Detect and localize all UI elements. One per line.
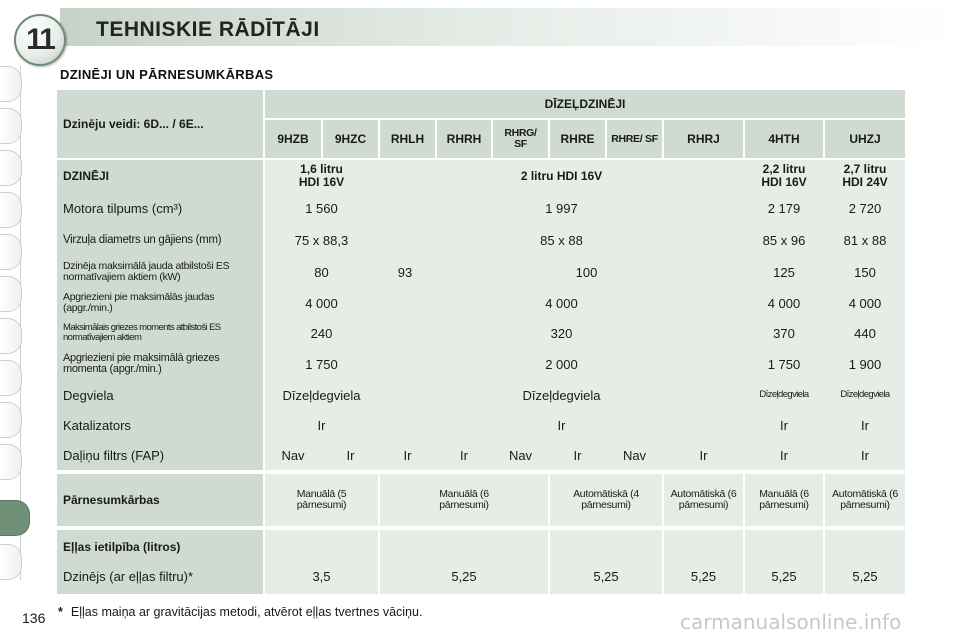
rpm-max-power-value: 4 000: [545, 295, 578, 311]
footnote-text: Eļļas maiņa ar gravitācijas metodi, atvērot eļļas tvertnes vāciņu.: [70, 605, 423, 619]
catalyst-value: Ir: [317, 417, 326, 433]
code-header: RHRE/ SF: [611, 132, 658, 145]
bore-stroke-label: Virzuļa diametrs un gājiens (mm): [63, 233, 222, 246]
gearbox-value: Automātiskā (4 pārnesumi): [573, 488, 639, 511]
catalyst-value: Ir: [861, 417, 869, 433]
max-power-value: 150: [854, 264, 876, 280]
rpm-max-power-value: 4 000: [767, 295, 801, 311]
code-header: 4HTH: [768, 132, 800, 146]
chapter-tab-1[interactable]: [0, 66, 22, 102]
footnote: [58, 605, 422, 619]
engine-spec-table: [57, 88, 905, 596]
section-title: DZINĒJI UN PĀRNESUMKĀRBAS: [60, 67, 274, 82]
bore-stroke-value: 81 x 88: [843, 232, 887, 248]
chapter-tab-8[interactable]: [0, 360, 22, 396]
chapter-number-badge: 11: [14, 14, 66, 66]
oil-value: 5,25: [451, 568, 477, 584]
oil-value: 5,25: [593, 568, 619, 584]
displacement-value: 1 560: [305, 200, 338, 216]
rpm-max-torque-value: 1 900: [848, 356, 882, 372]
chapter-tab-4[interactable]: [0, 192, 22, 228]
fap-value: Ir: [780, 447, 788, 463]
rpm-max-torque-value: 1 750: [767, 356, 801, 372]
rpm-max-torque-value: 1 750: [305, 356, 338, 372]
code-header: RHRE: [560, 132, 595, 146]
fuel-value: Dīzeļdegviela: [522, 387, 601, 403]
page-title: TEHNISKIE RĀDĪTĀJI: [96, 18, 320, 41]
bore-stroke-value: 85 x 88: [540, 232, 583, 248]
engine-2-2: 2,2 litru HDI 16V: [761, 162, 807, 189]
chapter-tab-9[interactable]: [0, 402, 22, 438]
oil-engine-label: Dzinējs (ar eļļas filtru)*: [63, 568, 194, 584]
gearbox-value: Automātiskā (6 pārnesumi): [832, 488, 898, 511]
fuel-value: Dīzeļdegviela: [282, 387, 361, 403]
displacement-label: Motora tilpums (cm³): [63, 200, 183, 216]
chapter-tab-12[interactable]: [0, 544, 22, 580]
engine-1-6: 1,6 litru HDI 16V: [298, 162, 345, 189]
page-number: 136: [22, 610, 46, 626]
max-torque-value: 440: [854, 325, 876, 341]
oil-value: 5,25: [771, 568, 797, 584]
chapter-tab-3[interactable]: [0, 150, 22, 186]
fap-value: Ir: [346, 447, 355, 463]
watermark: carmanualsonline.info: [680, 610, 902, 634]
engines-label: DZINĒJI: [63, 169, 110, 183]
bore-stroke-value: 85 x 96: [762, 232, 806, 248]
engine-2-7: 2,7 litru HDI 24V: [842, 162, 888, 189]
chapter-tab-6[interactable]: [0, 276, 22, 312]
chapter-tab-5[interactable]: [0, 234, 22, 270]
rpm-max-torque-label: Apgriezieni pie maksimālā griezes momenta (apgr./min.): [63, 352, 220, 375]
max-torque-value: 240: [310, 325, 333, 341]
fap-value: Ir: [403, 447, 412, 463]
gearbox-value: Manuālā (5 pārnesumi): [296, 488, 347, 511]
gearbox-value: Manuālā (6 pārnesumi): [759, 488, 809, 511]
oil-value: 5,25: [690, 568, 717, 584]
fap-value: Ir: [699, 447, 708, 463]
oil-capacity-label: Eļļas ietilpība (litros): [63, 540, 181, 554]
oil-value: 5,25: [852, 568, 878, 584]
gearbox-value: Automātiskā (6 pārnesumi): [670, 488, 737, 511]
chapter-tab-10[interactable]: [0, 444, 22, 480]
displacement-value: 2 179: [767, 200, 801, 216]
rpm-max-torque-value: 2 000: [545, 356, 578, 372]
gearbox-label: Pārnesumkārbas: [63, 493, 160, 507]
diesel-engines-header: DĪZEĻDZINĒJI: [544, 97, 626, 111]
displacement-value: 1 997: [545, 200, 578, 216]
fuel-label: Degviela: [63, 387, 114, 403]
bore-stroke-value: 75 x 88,3: [294, 232, 349, 248]
oil-value: 3,5: [312, 568, 331, 584]
code-header: RHRJ: [687, 132, 720, 146]
code-header: RHRG/ SF: [504, 127, 537, 150]
gearbox-value: Manuālā (6 pārnesumi): [439, 488, 489, 511]
engine-types-label: Dzinēju veidi: 6D... / 6E...: [63, 117, 204, 131]
chapter-tab-7[interactable]: [0, 318, 22, 354]
particle-filter-label: Daļiņu filtrs (FAP): [63, 447, 165, 463]
code-header: 9HZB: [277, 132, 309, 146]
max-power-value: 125: [773, 264, 795, 280]
chapter-tab-11-active[interactable]: [0, 500, 30, 536]
catalyst-value: Ir: [557, 417, 566, 433]
fap-value: Ir: [460, 447, 468, 463]
displacement-value: 2 720: [848, 200, 882, 216]
catalyst-label: Katalizators: [63, 417, 131, 433]
chapter-tabs-rail: [0, 66, 24, 580]
code-header: UHZJ: [849, 132, 881, 146]
rpm-max-power-label: Apgriezieni pie maksimālās jaudas (apgr./min.): [63, 291, 215, 314]
fap-value: Nav: [281, 447, 305, 463]
fap-value: Ir: [573, 447, 582, 463]
code-header: RHLH: [390, 132, 425, 146]
engine-2-0: 2 litru HDI 16V: [520, 169, 603, 183]
max-power-value: 80: [314, 264, 329, 280]
max-torque-value: 320: [550, 325, 573, 341]
max-power-value: 100: [575, 264, 598, 280]
max-torque-value: 370: [773, 325, 795, 341]
fuel-value: Dīzeļdegviela: [759, 389, 809, 400]
fap-value: Ir: [861, 447, 869, 463]
chapter-tab-2[interactable]: [0, 108, 22, 144]
rpm-max-power-value: 4 000: [848, 295, 882, 311]
max-power-label: Dzinēja maksimālā jauda atbilstoši ES normatīvajiem aktiem (kW): [63, 260, 230, 283]
fap-value: Nav: [508, 447, 533, 463]
code-header: RHRH: [446, 132, 482, 146]
catalyst-value: Ir: [780, 417, 788, 433]
max-power-value: 93: [397, 264, 413, 280]
max-torque-label: Maksimālais griezes moments atbilstoši ES normatīvajiem aktiem: [63, 322, 221, 343]
fuel-value: Dīzeļdegviela: [840, 389, 890, 400]
fap-value: Nav: [622, 447, 647, 463]
code-header: 9HZC: [334, 132, 367, 146]
footnote-marker: *: [58, 605, 63, 619]
rpm-max-power-value: 4 000: [305, 295, 338, 311]
